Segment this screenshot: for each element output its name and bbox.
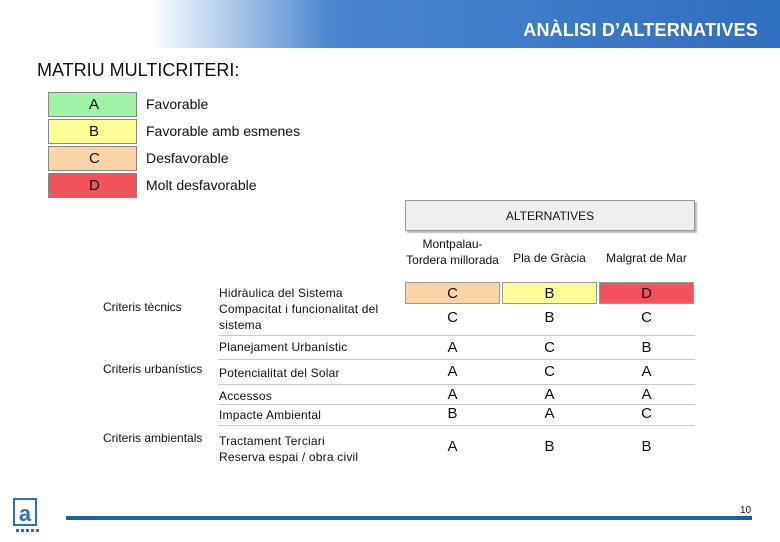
legend-label-d: Molt desfavorable (146, 177, 257, 193)
alternative-pla-de-gracia: Pla de Gràcia (513, 251, 586, 265)
rating-cell: B (447, 405, 458, 422)
rating-cell: B (502, 282, 597, 304)
rating-cell: A (447, 339, 458, 356)
criterion-impacte: Impacte Ambiental (219, 408, 322, 422)
legend-swatch-d: D (48, 173, 137, 198)
slide-title: ANÀLISI D’ALTERNATIVES (523, 20, 758, 40)
rating-cell: A (641, 386, 652, 403)
rating-cell: B (544, 438, 555, 455)
matrix-heading: MATRIU MULTICRITERI: (37, 60, 240, 80)
rating-cell: B (641, 438, 652, 455)
criterion-planejament: Planejament Urbanístic (219, 340, 348, 354)
legend-swatch-b: B (48, 119, 137, 144)
rating-cell: B (544, 309, 555, 326)
legend-swatch-c: C (48, 146, 137, 171)
group-label-ambientals: Criteris ambientals (103, 431, 203, 445)
rating-cell: C (544, 339, 555, 356)
rating-cell: C (641, 405, 652, 422)
legend-swatch-a: A (48, 92, 137, 117)
rating-cell: A (447, 438, 458, 455)
rating-cell: C (405, 282, 500, 304)
rating-cell: C (641, 309, 652, 326)
rating-cell: A (447, 386, 458, 403)
group-label-urbanistics: Criteris urbanístics (103, 362, 203, 376)
rating-cell: D (599, 282, 694, 304)
rating-cell: A (544, 405, 555, 422)
criterion-accessos: Accessos (219, 389, 272, 403)
footer-line (66, 516, 752, 520)
rating-cell: A (447, 363, 458, 380)
criterion-hidraulica: Hidràulica del Sistema (219, 286, 343, 300)
legend-label-c: Desfavorable (146, 150, 229, 166)
alternative-malgrat: Malgrat de Mar (606, 251, 687, 265)
criterion-reserva: Reserva espai / obra civil (219, 450, 359, 464)
svg-text:a: a (18, 501, 32, 526)
criterion-potencialitat: Potencialitat del Solar (219, 366, 340, 380)
criterion-tractament: Tractament Terciari (219, 434, 325, 448)
criterion-compacitat: Compacitat i funcionalitat del sistema (219, 302, 379, 332)
group-label-tecnics: Criteris tècnics (103, 300, 182, 314)
rating-cell: C (544, 363, 555, 380)
legend-label-b: Favorable amb esmenes (146, 123, 301, 139)
page-number: 10 (740, 505, 752, 516)
a-logo-icon (12, 497, 48, 537)
alternatives-header: ALTERNATIVES (405, 200, 695, 231)
rating-cell: A (544, 386, 555, 403)
legend-label-a: Favorable (146, 96, 209, 112)
rating-cell: A (641, 363, 652, 380)
rating-cell: C (447, 309, 458, 326)
alternative-montpalau: Montpalau-Tordera millorada (406, 237, 499, 267)
rating-cell: B (641, 339, 652, 356)
